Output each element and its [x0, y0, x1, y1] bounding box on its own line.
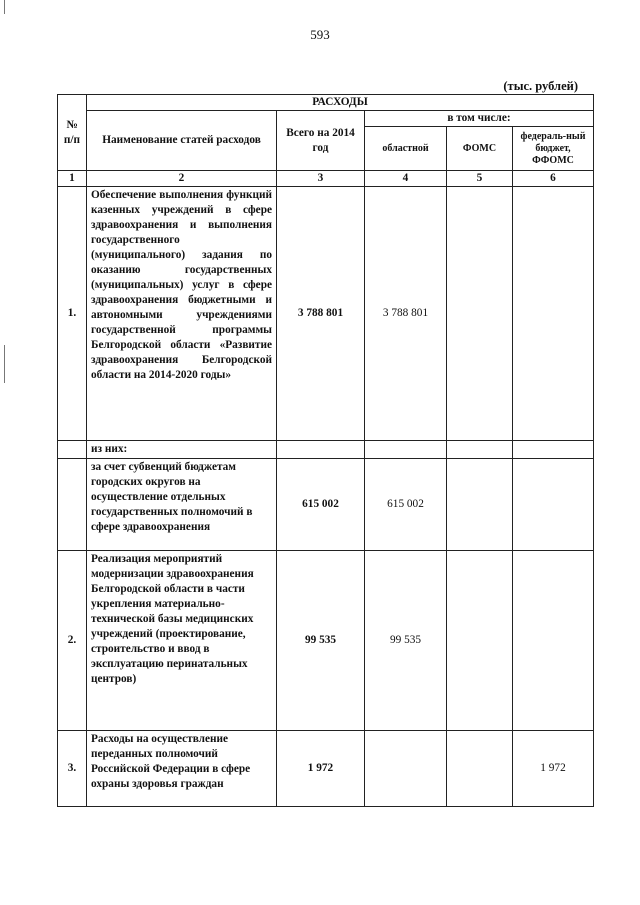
- header-group-title: РАСХОДЫ: [87, 95, 594, 111]
- row-total: 1 972: [277, 731, 365, 807]
- margin-mark: [4, 345, 5, 383]
- header-row-2: [58, 111, 594, 127]
- header-including: в том числе:: [365, 111, 594, 127]
- header-row-1: [58, 95, 594, 111]
- expenses-table: [57, 94, 594, 807]
- row-regional: 99 535: [365, 551, 447, 731]
- row-federal: [513, 441, 594, 459]
- row-name: за счет субвенций бюджетам городских округов на осуществление отдельных государственных полномочий в сфере здравоохранения: [87, 459, 277, 551]
- row-name: Обеспечение выполнения функций казенных учреждений в сфере здравоохранения и выполнения государственного (муниципального) задания по оказанию государственных (муниципальных) услуг в сфере здравоохранения бюджетными и автономными учреждениями государственной программы Белгородской области «Развитие здравоохранения Белгородской области на 2014-2020 годы»: [87, 187, 277, 441]
- table-row: [58, 459, 594, 551]
- header-regional: областной: [365, 127, 447, 171]
- row-number: 1.: [58, 187, 87, 441]
- column-number: 1: [58, 171, 87, 187]
- row-total: 615 002: [277, 459, 365, 551]
- units-label: (тыс. рублей): [503, 79, 578, 93]
- row-total: [277, 441, 365, 459]
- row-total: 99 535: [277, 551, 365, 731]
- table-row: [58, 441, 594, 459]
- column-number: 3: [277, 171, 365, 187]
- header-num: № п/п: [58, 95, 87, 171]
- column-number: 6: [513, 171, 594, 187]
- row-regional: [365, 441, 447, 459]
- table-row: [58, 731, 594, 807]
- row-federal: [513, 459, 594, 551]
- row-federal: [513, 551, 594, 731]
- table-row: [58, 551, 594, 731]
- row-total: 3 788 801: [277, 187, 365, 441]
- column-number: 2: [87, 171, 277, 187]
- page-number: 593: [310, 27, 330, 42]
- row-number: 3.: [58, 731, 87, 807]
- row-regional: [365, 731, 447, 807]
- row-foms: [447, 731, 513, 807]
- header-federal: федераль-ный бюджет, ФФОМС: [513, 127, 594, 171]
- row-regional: 3 788 801: [365, 187, 447, 441]
- margin-mark: [4, 0, 5, 14]
- row-number: [58, 459, 87, 551]
- row-number: [58, 441, 87, 459]
- row-number: 2.: [58, 551, 87, 731]
- row-foms: [447, 187, 513, 441]
- column-number-row: [58, 171, 594, 187]
- row-name: Расходы на осуществление переданных полномочий Российской Федерации в сфере охраны здоровья граждан: [87, 731, 277, 807]
- header-name: Наименование статей расходов: [87, 111, 277, 171]
- row-foms: [447, 551, 513, 731]
- row-name: Реализация мероприятий модернизации здравоохранения Белгородской области в части укрепления материально-технической базы медицинских учреждений (проектирование, строительство и ввод в эксплуатацию перинатальных центров): [87, 551, 277, 731]
- row-regional: 615 002: [365, 459, 447, 551]
- table-row: [58, 187, 594, 441]
- row-federal: [513, 187, 594, 441]
- column-number: 4: [365, 171, 447, 187]
- row-name: из них:: [87, 441, 277, 459]
- row-foms: [447, 441, 513, 459]
- column-number: 5: [447, 171, 513, 187]
- header-foms: ФОМС: [447, 127, 513, 171]
- row-federal: 1 972: [513, 731, 594, 807]
- header-total: Всего на 2014 год: [277, 111, 365, 171]
- row-foms: [447, 459, 513, 551]
